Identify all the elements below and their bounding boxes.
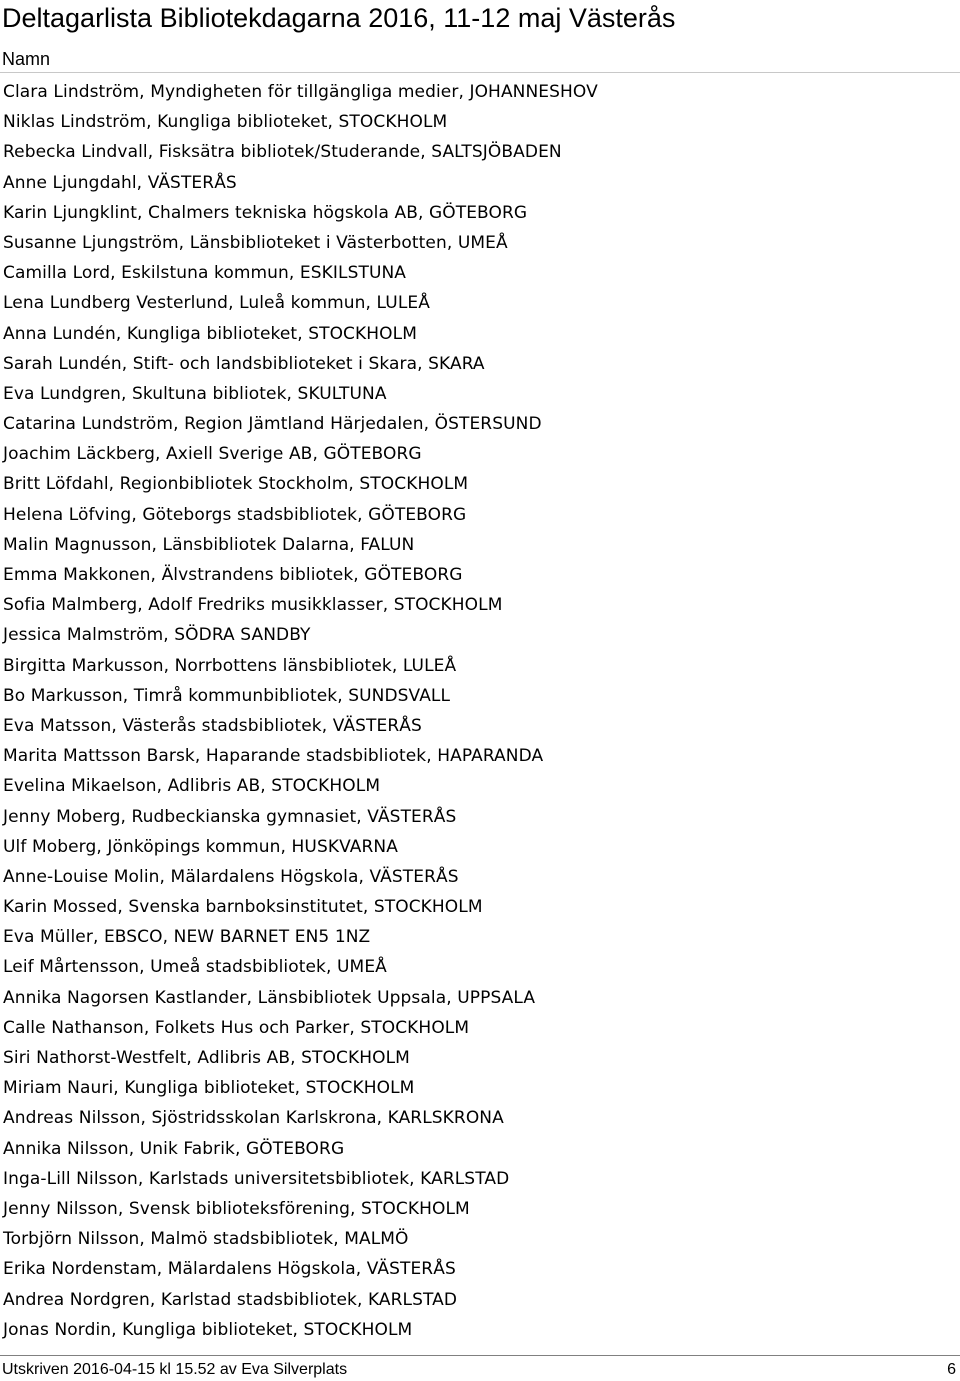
participant-entry: Clara Lindström, Myndigheten för tillgängliga medier, JOHANNESHOV [3, 82, 598, 102]
participant-entry: Bo Markusson, Timrå kommunbibliotek, SUNDSVALL [3, 685, 451, 706]
participant-entry: Karin Ljungklint, Chalmers tekniska högskola AB, GÖTEBORG [3, 202, 528, 223]
participant-entry: Evelina Mikaelson, Adlibris AB, STOCKHOLM [3, 776, 381, 797]
page-number: 6 [947, 1361, 956, 1378]
participant-entry: Anne-Louise Molin, Mälardalens Högskola, VÄSTERÅS [3, 866, 459, 887]
participant-entry: Inga-Lill Nilsson, Karlstads universitetsbibliotek, KARLSTAD [3, 1168, 510, 1189]
participant-entry: Leif Mårtensson, Umeå stadsbibliotek, UMEÅ [3, 957, 387, 978]
participant-entry: Helena Löfving, Göteborgs stadsbibliotek, GÖTEBORG [3, 504, 467, 525]
participant-entry: Jenny Nilsson, Svensk biblioteksförening, STOCKHOLM [3, 1198, 470, 1219]
participant-list [3, 77, 598, 1345]
participant-entry: Eva Lundgren, Skultuna bibliotek, SKULTUNA [3, 383, 387, 404]
participant-entry: Annika Nilsson, Unik Fabrik, GÖTEBORG [3, 1138, 345, 1159]
participant-entry: Catarina Lundström, Region Jämtland Härjedalen, ÖSTERSUND [3, 414, 542, 435]
participant-entry: Lena Lundberg Vesterlund, Luleå kommun, LULEÅ [3, 293, 430, 314]
page-footer [0, 1355, 960, 1381]
participant-entry: Anne Ljungdahl, VÄSTERÅS [3, 172, 237, 193]
participant-entry: Birgitta Markusson, Norrbottens länsbibliotek, LULEÅ [3, 655, 457, 676]
participant-entry: Eva Müller, EBSCO, NEW BARNET EN5 1NZ [3, 927, 371, 948]
participant-entry: Karin Mossed, Svenska barnboksinstitutet, STOCKHOLM [3, 897, 483, 918]
participant-entry: Andreas Nilsson, Sjöstridsskolan Karlskrona, KARLSKRONA [3, 1108, 504, 1129]
participant-entry: Sofia Malmberg, Adolf Fredriks musikklasser, STOCKHOLM [3, 595, 503, 616]
participant-entry: Sarah Lundén, Stift- och landsbiblioteket i Skara, SKARA [3, 353, 485, 374]
participant-entry: Emma Makkonen, Älvstrandens bibliotek, GÖTEBORG [3, 565, 463, 585]
participant-entry: Torbjörn Nilsson, Malmö stadsbibliotek, MALMÖ [3, 1229, 409, 1250]
participant-entry: Joachim Läckberg, Axiell Sverige AB, GÖTEBORG [3, 444, 422, 465]
participant-entry: Calle Nathanson, Folkets Hus och Parker, STOCKHOLM [3, 1017, 470, 1038]
participant-entry: Susanne Ljungström, Länsbiblioteket i Västerbotten, UMEÅ [3, 232, 508, 253]
participant-entry: Ulf Moberg, Jönköpings kommun, HUSKVARNA [3, 836, 398, 857]
participant-entry: Malin Magnusson, Länsbibliotek Dalarna, FALUN [3, 534, 415, 555]
participant-entry: Jenny Moberg, Rudbeckianska gymnasiet, VÄSTERÅS [3, 806, 457, 827]
participant-entry: Miriam Nauri, Kungliga biblioteket, STOCKHOLM [3, 1078, 415, 1099]
participant-entry: Britt Löfdahl, Regionbibliotek Stockholm, STOCKHOLM [3, 474, 469, 495]
participant-entry: Jonas Nordin, Kungliga biblioteket, STOCKHOLM [3, 1319, 413, 1340]
participant-entry: Camilla Lord, Eskilstuna kommun, ESKILSTUNA [3, 263, 407, 284]
participant-entry: Rebecka Lindvall, Fisksätra bibliotek/Studerande, SALTSJÖBADEN [3, 142, 562, 163]
column-header-namn: Namn [2, 49, 51, 69]
participant-entry: Marita Mattsson Barsk, Haparande stadsbibliotek, HAPARANDA [3, 746, 544, 767]
page-title: Deltagarlista Bibliotekdagarna 2016, 11-12 maj Västerås [2, 3, 676, 33]
column-header-row [0, 44, 960, 73]
participant-entry: Jessica Malmström, SÖDRA SANDBY [3, 625, 311, 646]
participant-entry: Niklas Lindström, Kungliga biblioteket, STOCKHOLM [3, 112, 448, 133]
participant-entry: Anna Lundén, Kungliga biblioteket, STOCKHOLM [3, 323, 417, 344]
participant-entry: Andrea Nordgren, Karlstad stadsbibliotek, KARLSTAD [3, 1289, 458, 1310]
participant-entry: Annika Nagorsen Kastlander, Länsbibliotek Uppsala, UPPSALA [3, 987, 536, 1008]
participant-entry: Eva Matsson, Västerås stadsbibliotek, VÄSTERÅS [3, 715, 422, 736]
print-info: Utskriven 2016-04-15 kl 15.52 av Eva Silverplats [2, 1361, 348, 1378]
participant-entry: Erika Nordenstam, Mälardalens Högskola, VÄSTERÅS [3, 1259, 456, 1280]
participant-entry: Siri Nathorst-Westfelt, Adlibris AB, STOCKHOLM [3, 1048, 410, 1068]
